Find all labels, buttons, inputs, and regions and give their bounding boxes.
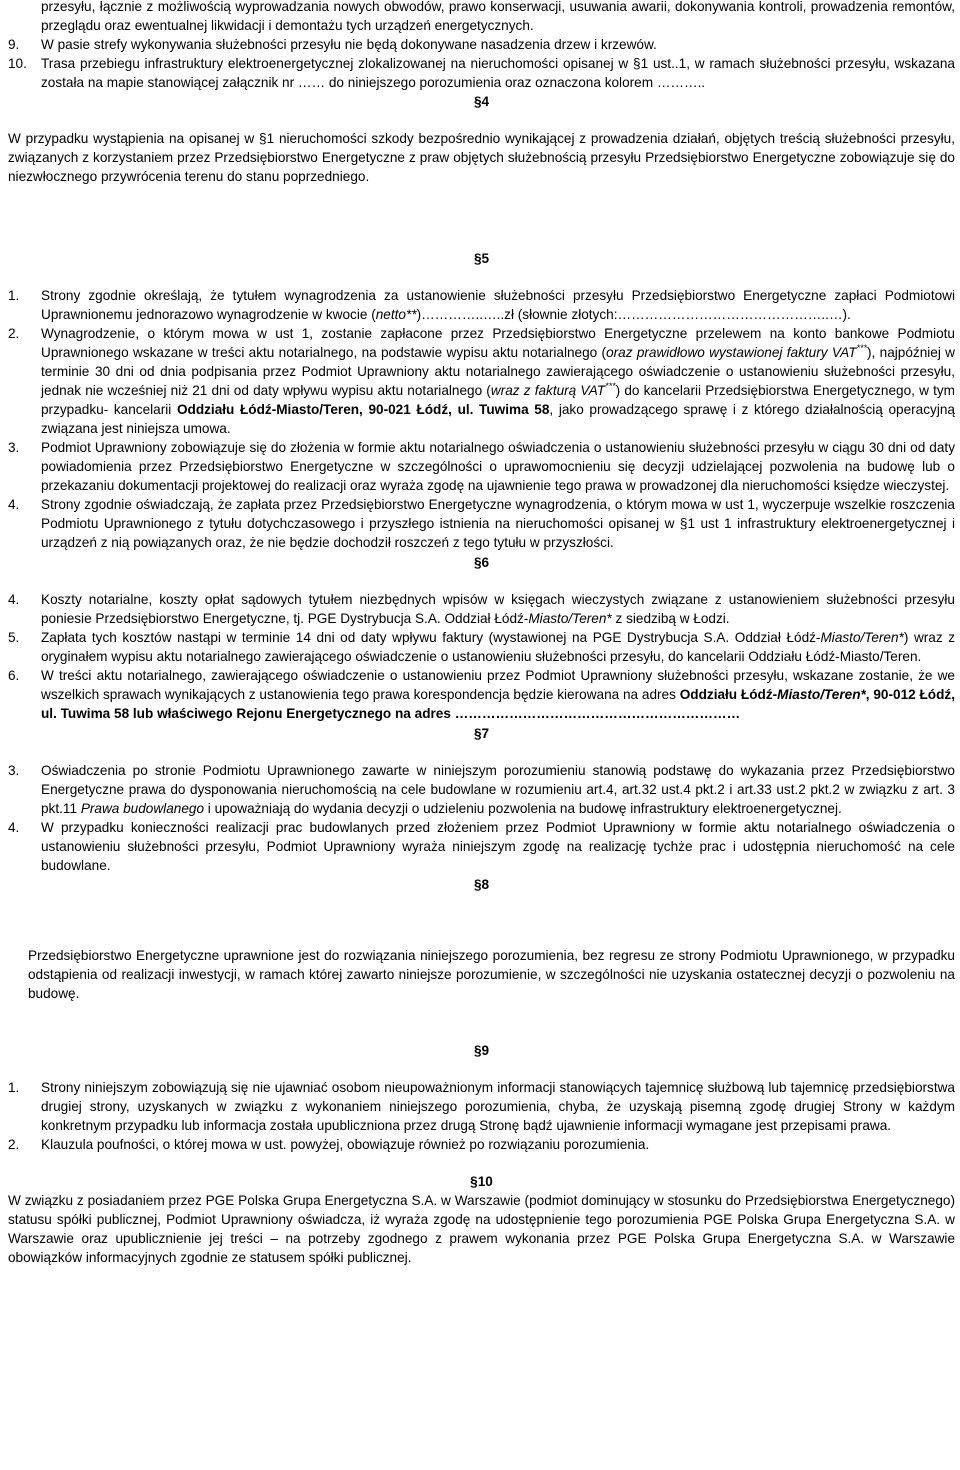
- item-number: 4.: [8, 592, 20, 607]
- section-heading-5: § 5: [8, 249, 955, 268]
- item-text: Trasa przebiegu infrastruktury elektroenergetycznej zlokalizowanej na nieruchomości opisanej w §1 ust..1, w ramach służebności przesyłu, wskazana została na mapie stanowiącej załącznik nr …… do niniejszego porozumienia oraz oznaczona kolorem ………..: [41, 56, 955, 90]
- list-item: [8, 495, 955, 552]
- item-number: 9.: [8, 37, 20, 52]
- item-text: Strony niniejszym zobowiązują się nie ujawniać osobom nieupoważnionym informacji stanowiących tajemnicę służbową lub tajemnicę przedsiębiorstwa drugiej strony, uzyskanych w związku z wykonaniem niniejszego porozumienia, chyba, że uzyskają pisemną zgodę drugiej Strony w każdym konkretnym przypadku lub informacja została upubliczniona przez drugą Stronę bądź ujawnienie informacji wymagane jest przepisami prawa.: [41, 1080, 955, 1133]
- list-item: 1. Strony zgodnie określają, że tytułem wynagrodzenia za ustanowienie służebności przesyłu Przedsiębiorstwo Energetyczne zapłaci Podmiotowi Uprawnionemu jednorazowo wynagrodzenie w kwocie (netto**)…………..…..zł (słownie złotych:………………………………………..…).: [8, 288, 955, 322]
- item-text: Podmiot Uprawniony zobowiązuje się do złożenia w formie aktu notarialnego oświadczenia o ustanowieniu służebności przesyłu w ciągu 30 dni od daty powiadomienia przez Przedsiębiorstwo Energetyczne w szczególności o uprawomocnieniu się decyzji udzielającej pozwolenia na budowę lub o przekazaniu dokumentacji projektowej do realizacji oraz wyraża zgodę na ujawnienie tego prawa w prowadzonej dla nieruchomości księdze wieczystej.: [41, 440, 955, 493]
- list-item: [8, 35, 955, 54]
- section-10-text: W związku z posiadaniem przez PGE Polska Grupa Energetyczna S.A. w Warszawie (podmiot dominujący w stosunku do Przedsiębiorstwa Energetycznego) statusu spółki publicznej, Podmiot Uprawniony oświadcza, iż wyraża zgodę na udostępnienie tego porozumienia PGE Polska Grupa Energetyczna S.A. w Warszawie oraz upublicznienie jej treści – na potrzeby zgodnego z prawem wykonania przez PGE Polska Grupa Energetyczna S.A. w Warszawie obowiązków informacyjnych zgodnie ze statusem spółki publicznej.: [8, 1193, 955, 1265]
- section-heading-10: § 10: [8, 1172, 955, 1191]
- section-4-text: W przypadku wystąpienia na opisanej w §1 nieruchomości szkody bezpośrednio wynikającej z prowadzenia działań, objętych treścią służebności przesyłu, związanych z korzystaniem przez Przedsiębiorstwo Energetyczne z praw objętych służebnością przesyłu Przedsiębiorstwo Energetyczne zobowiązuje się do niezwłocznego przywrócenia terenu do stanu poprzedniego.: [8, 131, 955, 184]
- item-number: 4.: [8, 820, 20, 835]
- item-number: 2.: [8, 1137, 20, 1152]
- item-text: Klauzula poufności, o której mowa w ust. powyżej, obowiązuje również po rozwiązaniu porozumienia.: [41, 1137, 650, 1152]
- list-item: [8, 438, 955, 495]
- section-heading-7: § 7: [8, 724, 955, 743]
- item-number: 2.: [8, 326, 20, 341]
- continuation-text: przesyłu, łącznie z możliwością wyprowadzania nowych obwodów, prawo konserwacji, usuwania awarii, dokonywania kontroli, prowadzenia remontów, przeglądu oraz ewentualnej likwidacji i demontażu tych urządzeń energetycznych.: [41, 0, 955, 33]
- section-heading-4: § 4: [8, 92, 955, 111]
- list-item: 6. W treści aktu notarialnego, zawierającego oświadczenie o ustanowieniu przez Podmiot Uprawniony służebności przesyłu, wskazane zostanie, że we wszelkich sprawach wynikających z ustanowienia tego prawa korespondencja będzie kierowana na adres Oddziału Łódź-Miasto/Teren*, 90-012 Łódź, ul. Tuwima 58 lub właściwego Rejonu Energetycznego na adres ………………………………………………………: [8, 668, 955, 721]
- item-number: 6.: [8, 668, 20, 683]
- list-item: [8, 1135, 955, 1154]
- section-8-text: Przedsiębiorstwo Energetyczne uprawnione jest do rozwiązania niniejszego porozumienia, bez regresu ze strony Podmiotu Uprawnionego, w przypadku odstąpienia od realizacji inwestycji, w ramach której zawarto niniejsze porozumienie, w szczególności nie uzyskania ostatecznej decyzji o pozwoleniu na budowę.: [28, 948, 955, 1001]
- list-item: 5. Zapłata tych kosztów nastąpi w terminie 14 dni od daty wpływu faktury (wystawionej na PGE Dystrybucja S.A. Oddział Łódź-Miasto/Teren*) wraz z oryginałem wypisu aktu notarialnego zawierającego oświadczenie o ustanowieniu służebności przesyłu, do kancelarii Oddziału Łódź-Miasto/Teren.: [8, 630, 956, 664]
- item-number: 3.: [8, 440, 20, 455]
- list-item: [8, 818, 955, 875]
- item-text: Strony zgodnie oświadczają, że zapłata przez Przedsiębiorstwo Energetyczne wynagrodzenia, o którym mowa w ust 1, wyczerpuje wszelkie roszczenia Podmiotu Uprawnionego z tytułu dotychczasowego i przyszłego istnienia na nieruchomości opisanej w §1 ust 1 infrastruktury elektroenergetycznej i urządzeń z nią powiązanych oraz, że nie będzie dochodził roszczeń z tego tytułu w przyszłości.: [41, 497, 955, 550]
- list-item: [8, 54, 955, 92]
- item-number: 1.: [8, 1080, 20, 1095]
- section-heading-9: § 9: [8, 1041, 955, 1060]
- item-text: W przypadku konieczności realizacji prac budowlanych przed złożeniem przez Podmiot Uprawniony w formie aktu notarialnego oświadczenia o ustanowieniu służebności przesyłu, Podmiot Uprawniony wyraża niniejszym zgodę na realizację tychże prac i udostępnia nieruchomość na cele budowlane.: [41, 820, 955, 873]
- list-item: 2. Wynagrodzenie, o którym mowa w ust 1, zostanie zapłacone przez Przedsiębiorstwo Energetyczne przelewem na konto bankowe Podmiotu Uprawnionego wskazane w treści aktu notarialnego, na podstawie wypisu aktu notarialnego (oraz prawidłowo wystawionej faktury VAT***), najpóźniej w terminie 30 dni od dnia podpisania przez Podmiot Uprawniony aktu notarialnego zawierającego oświadczenie o ustanowieniu służebności przesyłu, jednak nie wcześniej niż 21 dni od daty wpływu wypisu aktu notarialnego (wraz z fakturą VAT***) do kancelarii Przedsiębiorstwa Energetycznego, w tym przypadku- kancelarii Oddziału Łódź-Miasto/Teren, 90-021 Łódź, ul. Tuwima 58, jako prowadzącego sprawę i z którego działalnością operacyjną związana jest niniejsza umowa.: [8, 326, 955, 436]
- list-item: [8, 1078, 955, 1135]
- item-number: 1.: [8, 288, 20, 303]
- list-item: 3. Oświadczenia po stronie Podmiotu Uprawnionego zawarte w niniejszym porozumieniu stanowią podstawę do wykazania przez Przedsiębiorstwo Energetyczne prawa do dysponowania nieruchomością na cele budowlane w rozumieniu art.4, art.32 ust.4 pkt.2 i art.33 ust.2 pkt.2 w związku z art. 3 pkt.11 Prawa budowlanego i upoważniają do wydania decyzji o udzieleniu pozwolenia na budowę infrastruktury elektroenergetycznej.: [8, 763, 955, 816]
- item-number: 10.: [8, 56, 27, 71]
- section-heading-8: § 8: [8, 875, 955, 894]
- section-heading-6: § 6: [8, 553, 955, 572]
- item-text: W pasie strefy wykonywania służebności przesyłu nie będą dokonywane nasadzenia drzew i krzewów.: [41, 37, 657, 52]
- item-number: 5.: [8, 630, 20, 645]
- item-number: 3.: [8, 763, 20, 778]
- item-number: 4.: [8, 497, 20, 512]
- list-item: 4. Koszty notarialne, koszty opłat sądowych tytułem niezbędnych wpisów w księgach wieczystych związane z ustanowieniem służebności przesyłu poniesie Przedsiębiorstwo Energetyczne, tj. PGE Dystrybucja S.A. Oddział Łódź-Miasto/Teren* z siedzibą w Łodzi.: [8, 592, 955, 626]
